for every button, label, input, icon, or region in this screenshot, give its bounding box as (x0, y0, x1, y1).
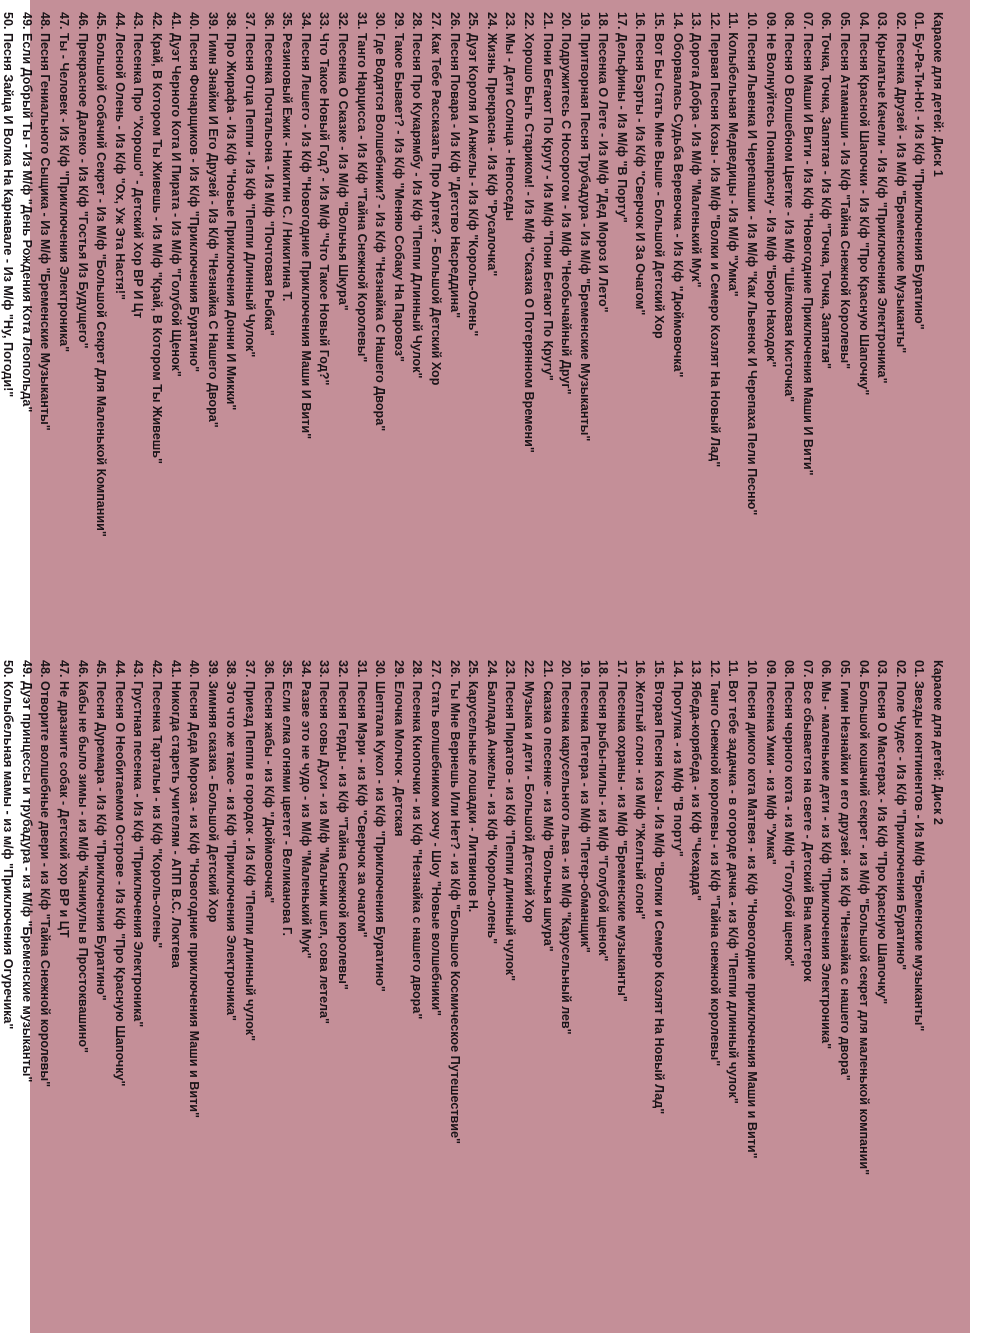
track-item: 18. Песня рыбы-пилы - из М/ф "Голубой щенок" (596, 660, 611, 962)
track-item: 19. Притворная Песня Трубадура - Из М/ф "Бременские Музыканты" (577, 12, 592, 442)
track-item: 38. Про Жирафа - Из К/ф "Новые Приключения Донни И Микки" (224, 12, 239, 411)
track-item: 25. Дуэт Короля И Анжелы - Из К/ф "Король-Олень" (466, 12, 481, 337)
track-item: 22. Хорошо Быть Стариком! - Из М/ф "Сказка О Потерянном Времени" (521, 12, 536, 453)
track-item: 07. Все сбывается на свете - Детский Вна мастерок (800, 660, 815, 982)
track-item: 13. Ябеда-корябеда - из К/ф "Чехарда" (689, 660, 704, 901)
track-item: 21. Пони Бегают По Кругу - Из М/ф "Пони Бегают По Кругу" (540, 12, 555, 381)
track-item: 08. Песня О Волшебном Цветке - Из М/ф "Шёлковая Кисточка" (782, 12, 797, 403)
track-item: 05. Песня Атаманши - Из К/ф "Тайна Снежной Королевы" (838, 12, 853, 370)
track-item: 15. Вот Бы Стать Мне Выше - Большой Детский Хор (652, 12, 667, 339)
track-item: 25. Карусельные лошадки - Литвинов Н. (466, 660, 481, 913)
track-item: 41. Никогда стареть учителям - АПП В.С. Локтева (168, 660, 183, 968)
disc-2-tracklist (3, 660, 953, 1300)
disc-2-title: Караоке для детей: Диск 2 (931, 660, 945, 825)
track-item: 10. Песня дикого кота Матвея - из К/ф "Новогодние приключения Маши и Вити" (745, 660, 760, 1159)
track-item: 27. Как Тебе Рассказать Про Артек? - Большой Детский Хор (428, 12, 443, 386)
track-item: 32. Песенка О Сказке - Из М/ф "Вольчья Шкура" (336, 12, 350, 311)
track-item: 14. Прогулка - из М/ф "В порту" (670, 660, 685, 857)
track-item: 43. Грустная песенка - Из К/ф "Приключения Электроника" (131, 660, 146, 1028)
track-item: 43. Песенка Про "Хорошо" - Детский Хор ВР И Цт (131, 12, 146, 319)
track-item: 45. Песня Дуремара - Из К/ф "Приключения Буратино" (94, 660, 109, 1001)
disc-1-title: Караоке для детей: Диск 1 (931, 12, 945, 177)
track-item: 10. Песня Львенка И Черепашки - Из М/ф "Как Львенок И Черепаха Пели Песню" (745, 12, 760, 516)
track-item: 36. Песенка Почтальона - Из М/ф "Почтовая Рыбка" (261, 12, 276, 336)
track-item: 02. Песенка Друзей - Из М/ф "Бременские Музыканты" (893, 12, 908, 354)
track-item: 18. Песенка О Лете - Из М/ф "Дед Мороз И Лето" (596, 12, 611, 313)
track-item: 40. Песня Фонарщиков - Из К/ф "Приключения Буратино" (187, 12, 202, 373)
track-item: 31. Танго Нарцисса - Из К/ф "Тайна Снежной Королевы" (354, 12, 369, 363)
track-item: 27. Стать волшебником хочу - Шоу "Новые волшебники" (428, 660, 443, 1017)
track-item: 19. Песенка Петера - из М/ф "Петер-обманщик" (577, 660, 592, 953)
track-item: 20. Подружитесь С Носорогом - Из М/ф "Необычайный Друг" (559, 12, 574, 395)
track-item: 04. Песня Красной Шапочки - Из К/ф "Про Красную Шапочку" (856, 12, 871, 396)
track-item: 07. Песня Маши И Вити - Из К/ф "Новогодние Приключения Маши И Вити" (800, 12, 815, 476)
track-item: 11. Вот тебе задачка - в огороде дачка - из К/ф "Пеппи длинный чулок" (726, 660, 741, 1104)
track-item: 50. Колыбельная мамы - из м/ф "Приключения Огуречика" (1, 660, 16, 1030)
track-item: 41. Дуэт Черного Кота И Пирата - Из М/ф "Голубой Щенок" (168, 12, 183, 377)
track-item: 11. Колыбельная Медведицы - Из М/ф "Умка" (726, 12, 741, 297)
track-item: 09. Не Волнуйтесь Понапрасну - Из М/ф "Бюро Находок" (763, 12, 778, 368)
track-item: 37. Песня Отца Пеппи - Из К/ф "Пеппи Длинный Чулок" (243, 12, 258, 358)
track-item: 09. Песенка Умки - из М/ф "Умка" (763, 660, 778, 865)
track-item: 04. Большой кошачий секрет - из М/ф "Большой секрет для маленькой компании" (856, 660, 871, 1176)
track-item: 34. Разве это не чудо - из М/ф "Маленький Мук" (298, 660, 313, 959)
disc-2-track-list (0, 660, 928, 1300)
track-item: 23. Песня Пиратов - из К/ф "Пеппи длинный чулок" (503, 660, 518, 982)
track-item: 12. Первая Песня Козы - Из М/ф "Волки и Семеро Козлят На Новый Лад" (707, 12, 722, 468)
track-item: 49. Если Добрый Ты - Из М/ф "День Рождения Кота Леопольда" (19, 12, 34, 413)
track-item: 28. Песенка Кнопочки - из К/ф "Незнайка с нашего двора" (410, 660, 425, 1020)
track-item: 50. Песня Зайца И Волка На Карнавале - Из М/ф "Ну, Погоди!" (1, 12, 16, 398)
track-item: 26. Ты Мне Вернешь Или Нет? - из К/ф "Большое Космическое Путешествие" (447, 660, 462, 1144)
track-item: 37. Приезд Пеппи в городок - Из К/ф "Пеппи длинный чулок" (243, 660, 258, 1042)
track-item: 28. Песня Про Кукарямбу - Из К/ф "Пеппи Длинный Чулок" (410, 12, 425, 379)
track-item: 30. Шептала Кукол - из К/ф "Приключения Буратино" (373, 660, 388, 992)
track-item: 44. Лесной Олень - Из К/ф "Ох, Уж Эта Настя!" (112, 12, 127, 301)
cd-insert-sheet (1, 0, 970, 1333)
track-item: 44. Песня О Необитаемом Острове - Из К/ф "Про Красную Шапочку" (112, 660, 127, 1087)
track-item: 29. Елочка Молчок - Детская (391, 660, 406, 837)
disc-1-tracklist (3, 12, 953, 652)
track-item: 36. Песня жабы - из К/ф "Дюймовочка" (261, 660, 276, 904)
track-item: 01. Звезды континентов - Из М/ф "Бременские музыканты" (912, 660, 927, 1032)
track-item: 47. Не дразните собак - Детский хор ВР и ЦТ (57, 660, 72, 938)
track-item: 02. Поле Чудес - Из К/ф "Приключения Буратино" (893, 660, 908, 971)
track-item: 29. Такое Бывает? - Из К/ф "Меняю Собаку На Паровоз" (391, 12, 406, 362)
track-item: 33. Что Такое Новый Год? - Из М/ф "Что Такое Новый Год?" (317, 12, 332, 386)
track-item: 48. Отворите волшебные двери - из К/ф "Тайна Снежной королевы" (38, 660, 53, 1088)
track-item: 46. Кабы не было зимы - из М/ф "Каникулы в Простоквашино" (75, 660, 90, 1053)
track-item: 03. Песня О Мастерах - Из К/ф "Про Красную Шапочку" (875, 660, 890, 1005)
track-item: 42. Песенка Тартальи - из К/ф "Король-олень" (150, 660, 165, 949)
track-item: 20. Песенка карусельного льва - из М/ф "Карусельный лев" (559, 660, 574, 1035)
track-item: 38. Это что же такое - из К/ф "Приключения Электроника" (224, 660, 239, 1021)
track-item: 42. Край, В Котором Ты Живешь - Из М/ф "Край, В Котором Ты Живешь" (150, 12, 165, 464)
track-item: 22. Музыка и дети - Большой Детский Хор (521, 660, 536, 923)
track-item: 26. Песня Повара - Из К/ф "Детство Насреддина" (447, 12, 462, 319)
track-item: 21. Сказка о песенке - из М/ф "Вольчья шкура" (540, 660, 555, 952)
track-item: 46. Прекрасное Далеко - Из К/ф "Гостья Из Будущего" (75, 12, 90, 349)
track-item: 06. Точка, Точка, Запятая - Из К/ф "Точка, Точка, Запятая" (819, 12, 834, 369)
track-item: 08. Песня черного кота - из М/ф "Голубой щенок" (782, 660, 797, 967)
track-item: 32. Песня Герды - из К/ф "Тайна Снежной королевы" (336, 660, 350, 990)
track-item: 16. Песня Бэрты - Из К/ф "Сверчок И За Очагом" (633, 12, 648, 316)
track-item: 24. Жизнь Прекрасна - Из К/ф "Русалочка" (484, 12, 499, 277)
track-item: 40. Песня Деда Мороза - из К/ф "Новогодние приключения Маши и Вити" (187, 660, 202, 1118)
disc-1-track-list (0, 12, 928, 652)
track-item: 23. Мы - Дети Солнца - Непоседы (503, 12, 518, 221)
track-item: 35. Резиновый Ежик - Никитин С. / Никитина Т. (280, 12, 295, 302)
track-item: 31. Песня Мэри - из К/ф "Сверчок за очагом" (354, 660, 369, 938)
track-item: 47. Ты - Человек - Из К/ф "Приключения Электроника" (57, 12, 72, 353)
track-item: 12. Танго Снежной королевы - из К/ф "Тайна снежной королевы" (707, 660, 722, 1067)
track-item: 16. Желтый слон - из М/ф "Желтый слон" (633, 660, 648, 920)
track-item: 33. Песня совы Дуси - из М/ф "Мальчик шел, сова летела" (317, 660, 332, 1025)
track-item: 49. Дуэт принцессы и трубадура - из М/ф "Бременские музыканты" (19, 660, 34, 1083)
track-item: 35. Если елка огнями цветет - Великанова Г. (280, 660, 295, 937)
track-item: 14. Оборвалась Судьба Веревочка - Из К/ф "Дюймовочка" (670, 12, 685, 378)
track-item: 15. Вторая Песня Козы - Из М/ф "Волки и Семеро Козлят На Новый Лад" (652, 660, 667, 1115)
track-item: 01. Бу-Ра-Ти-Но! - Из К/ф "Приключения Буратино" (912, 12, 927, 330)
track-item: 45. Большой Собачий Секрет - Из М/ф "Большой Секрет Для Маленькой Компании" (94, 12, 109, 537)
track-item: 24. Баллада Анжелы - из К/ф "Король-олень" (484, 660, 499, 945)
track-item: 05. Гимн Незнайки и его друзей - из К/ф "Незнайка с нашего двора" (838, 660, 853, 1081)
track-item: 03. Крылатые Качели - Из К/ф "Приключения Электроника" (875, 12, 890, 384)
track-item: 39. Гимн Знайки И Его Друзей - Из К/ф "Незнайка С Нашего Двора" (205, 12, 220, 428)
track-item: 39. Зимняя сказка - Большой Детский Хор (205, 660, 220, 923)
track-item: 17. Песенка охраны - из М/ф "Бременские музыканты" (614, 660, 629, 1002)
track-item: 34. Песня Лешего - Из К/ф "Новогодние Приключения Маши И Вити" (298, 12, 313, 440)
track-item: 30. Где Водятся Волшебники? - Из К/ф "Незнайка С Нашего Двора" (373, 12, 388, 432)
track-item: 48. Песня Гениального Сыщика - Из М/ф "Бременские Музыканты" (38, 12, 53, 431)
track-item: 06. Мы - маленькие дети - из К/ф "Приключения Электроника" (819, 660, 834, 1050)
track-item: 13. Дорога Добра - Из М/ф "Маленький Мук" (689, 12, 704, 288)
track-item: 17. Дельфины - Из М/ф "В Порту" (614, 12, 629, 223)
